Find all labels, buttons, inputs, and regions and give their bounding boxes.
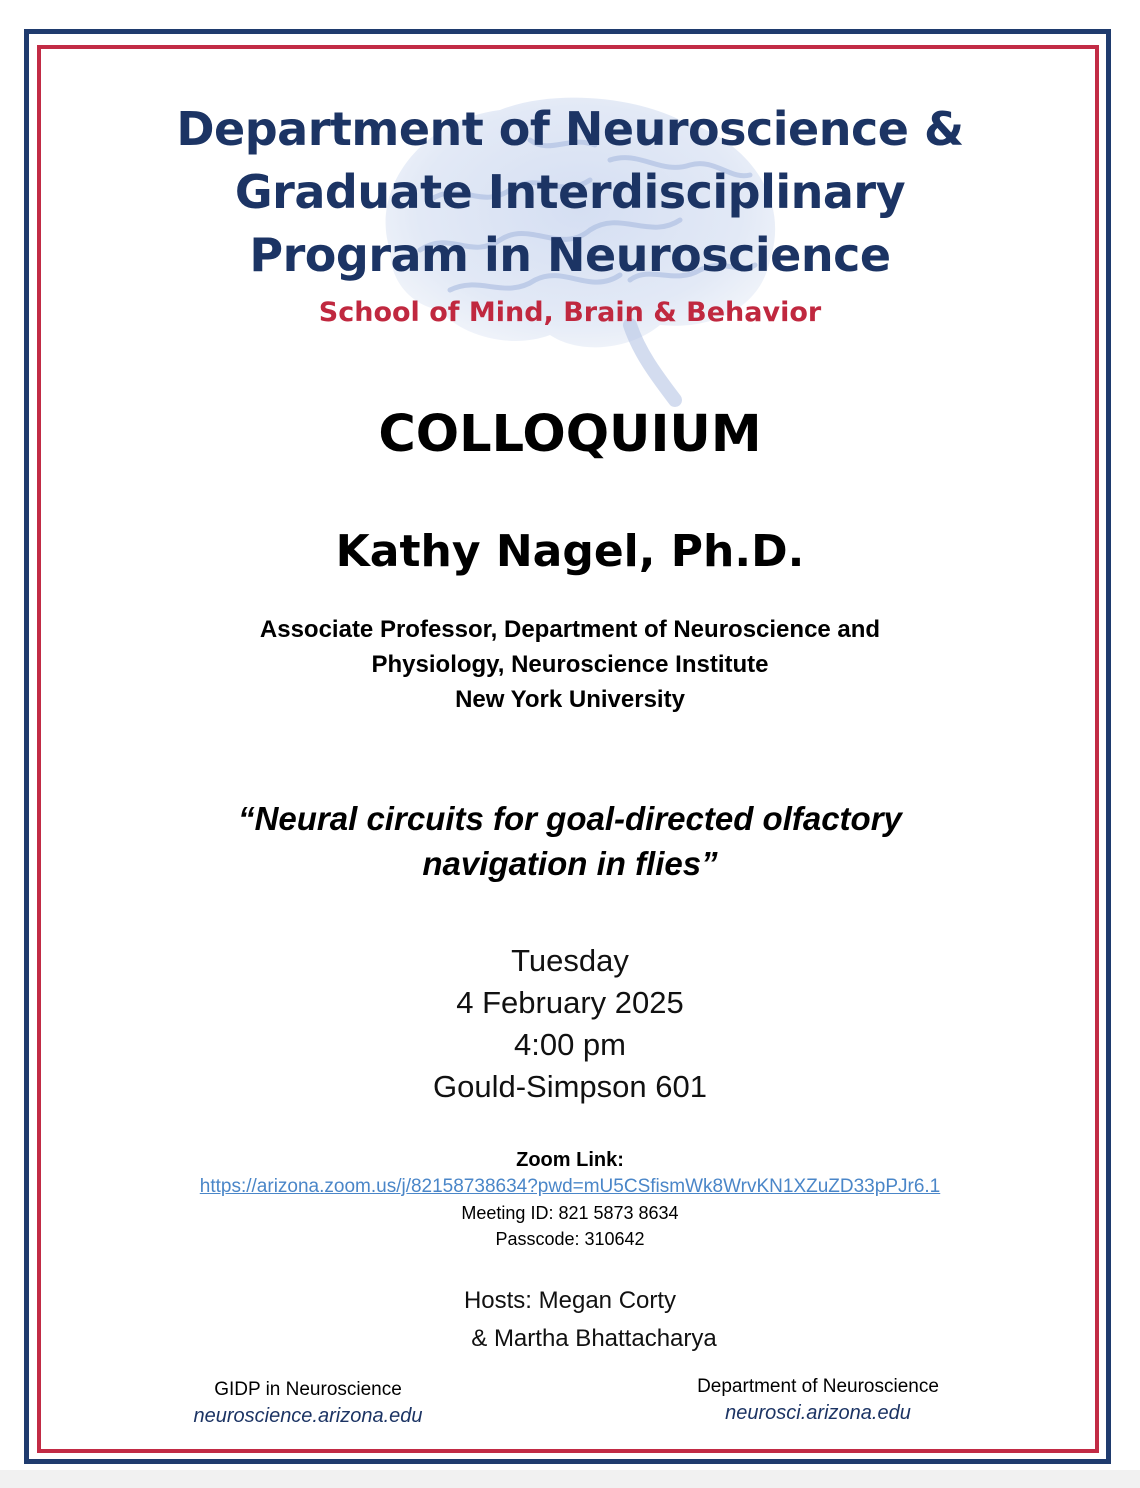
talk-title-line-2: navigation in flies” <box>422 845 718 882</box>
affiliation-line-1: Associate Professor, Department of Neuroscience and <box>259 616 881 643</box>
zoom-link[interactable]: https://arizona.zoom.us/j/82158738634?pwd=mU5CSfismWk8WrvKN1XZuZD33pPJr6.1 <box>199 1176 941 1197</box>
footer-department <box>618 1374 1018 1427</box>
footer-gidp-url[interactable]: neuroscience.arizona.edu <box>193 1405 423 1427</box>
speaker-name: Kathy Nagel, Ph.D. <box>335 526 805 577</box>
event-location: Gould-Simpson 601 <box>433 1069 707 1104</box>
department-title-line-3: Program in Neuroscience <box>249 228 891 282</box>
school-name: School of Mind, Brain & Behavior <box>318 297 822 328</box>
affiliation-line-2: Physiology, Neuroscience Institute <box>371 651 769 678</box>
talk-title <box>0 796 1140 886</box>
footer-gidp <box>108 1377 508 1430</box>
talk-title-line-1: “Neural circuits for goal-directed olfactory <box>238 800 902 837</box>
zoom-label: Zoom Link: <box>516 1149 624 1171</box>
event-date: 4 February 2025 <box>456 985 684 1020</box>
footer-department-url[interactable]: neurosci.arizona.edu <box>725 1402 911 1424</box>
department-title <box>0 98 1140 287</box>
department-title-line-1: Department of Neuroscience & <box>176 102 964 156</box>
hosts-line-1: Hosts: Megan Corty <box>463 1287 677 1314</box>
hosts-line-2: & Martha Bhattacharya <box>471 1325 717 1352</box>
event-day: Tuesday <box>511 943 629 978</box>
page-bottom-strip <box>0 1470 1140 1488</box>
speaker-affiliation <box>0 612 1140 717</box>
hosts <box>0 1282 1140 1358</box>
event-type-heading: COLLOQUIUM <box>378 405 762 464</box>
footer-gidp-name: GIDP in Neuroscience <box>214 1379 402 1400</box>
zoom-passcode: Passcode: 310642 <box>495 1229 645 1249</box>
affiliation-line-3: New York University <box>455 686 685 713</box>
footer-department-name: Department of Neuroscience <box>697 1376 939 1397</box>
department-title-line-2: Graduate Interdisciplinary <box>234 165 906 219</box>
event-schedule <box>0 940 1140 1108</box>
event-time: 4:00 pm <box>513 1027 626 1062</box>
zoom-meeting-id: Meeting ID: 821 5873 8634 <box>461 1203 679 1223</box>
